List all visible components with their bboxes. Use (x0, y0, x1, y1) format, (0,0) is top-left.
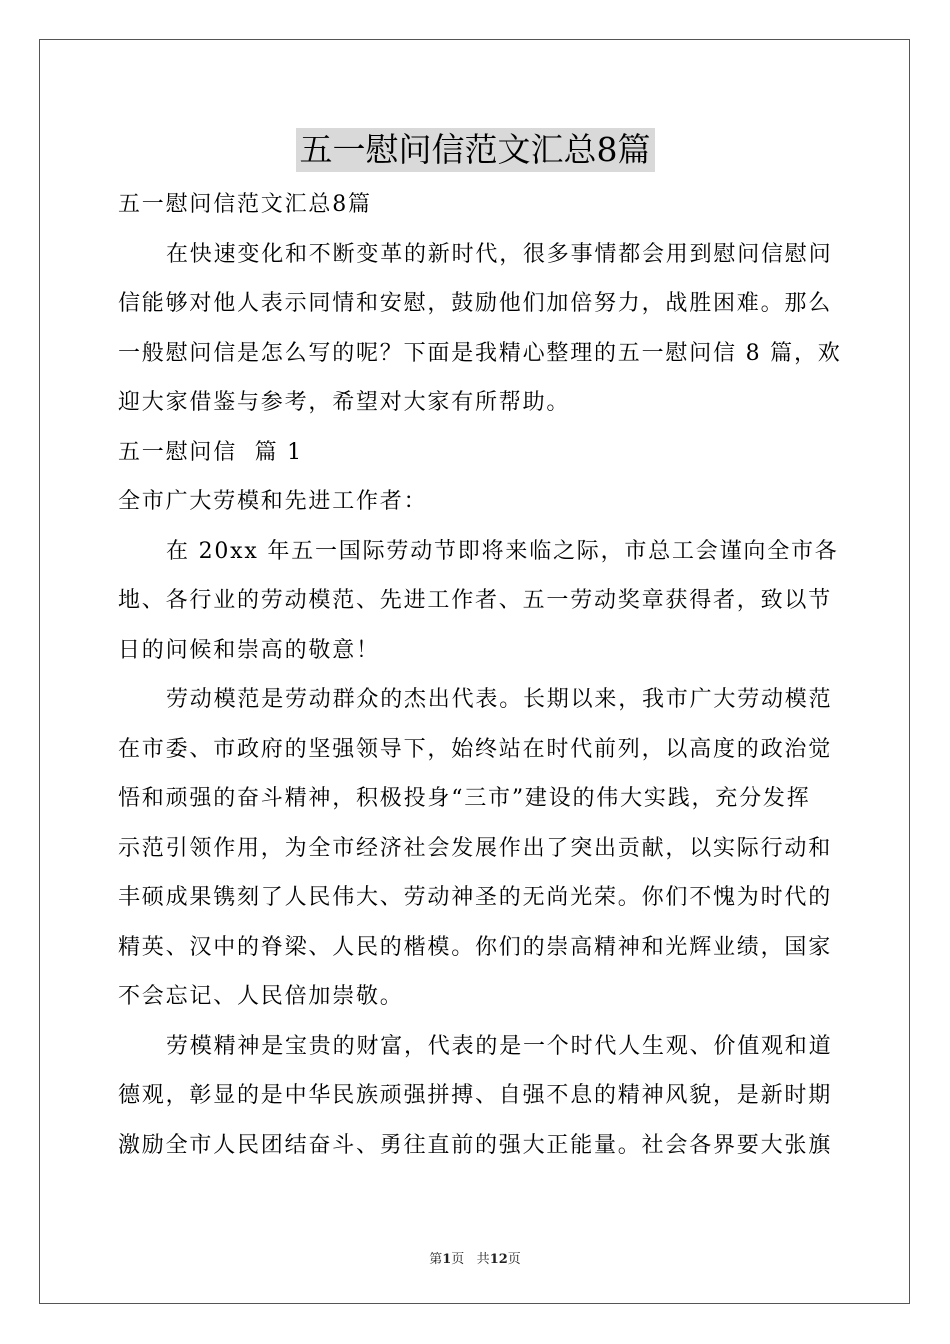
text-line: 在市委、市政府的坚强领导下，始终站在时代前列，以高度的政治觉 (118, 736, 833, 762)
document-body (118, 180, 842, 1170)
text-line: 劳动模范是劳动群众的杰出代表。长期以来，我市广大劳动模范 (166, 687, 833, 712)
text-line: 丰硕成果镌刻了人民伟大、劳动神圣的无尚光荣。你们不愧为时代的 (118, 885, 833, 910)
text-line: 不会忘记、人民倍加崇敬。 (118, 984, 404, 1009)
salutation: 全市广大劳模和先进工作者： (118, 489, 428, 514)
text-line: 在快速变化和不断变革的新时代，很多事情都会用到慰问信慰问 (166, 241, 833, 267)
text-line: 日的问候和崇高的敬意！ (118, 637, 380, 663)
text-line: 悟和顽强的奋斗精神，积极投身“三市”建设的伟大实践，充分发挥 (118, 786, 811, 811)
paragraph-1 (118, 527, 839, 676)
text-line: 德观，彰显的是中华民族顽强拼搏、自强不息的精神风貌，是新时期 (118, 1083, 833, 1108)
title-container (0, 128, 950, 172)
text-line: 地、各行业的劳动模范、先进工作者、五一劳动奖章获得者，致以节 (118, 588, 833, 613)
paragraph-3 (118, 1022, 836, 1171)
total-label-suffix: 页 (507, 1252, 521, 1267)
text-line: 劳模精神是宝贵的财富，代表的是一个时代人生观、价值观和道 (166, 1033, 833, 1059)
page-footer (0, 1248, 950, 1267)
page-number: 1 (442, 1252, 452, 1267)
text-line: 迎大家借鉴与参考，希望对大家有所帮助。 (118, 390, 571, 415)
text-line: 一般慰问信是怎么写的呢？下面是我精心整理的五一慰问信 8 篇，欢 (118, 340, 842, 366)
text-line: 示范引领作用，为全市经济社会发展作出了突出贡献，以实际行动和 (118, 835, 833, 861)
document-title: 五一慰问信范文汇总8篇 (296, 128, 655, 172)
text-line: 信能够对他人表示同情和安慰，鼓励他们加倍努力，战胜困难。那么 (118, 291, 833, 316)
text-line: 激励全市人民团结奋斗、勇往直前的强大正能量。社会各界要大张旗 (118, 1132, 833, 1158)
paragraph-2 (118, 675, 836, 1022)
page-label-suffix: 页 (451, 1252, 465, 1267)
total-pages: 12 (489, 1252, 508, 1267)
total-label-prefix: 共 (476, 1252, 490, 1267)
page-label-prefix: 第 (429, 1252, 443, 1267)
intro-paragraph (118, 230, 842, 428)
text-line: 在 20xx 年五一国际劳动节即将来临之际，市总工会谨向全市各 (166, 538, 839, 564)
text-line: 精英、汉中的脊梁、人民的楷模。你们的崇高精神和光辉业绩，国家 (118, 934, 833, 960)
section-heading: 五一慰问信 篇 1 (118, 439, 303, 465)
document-subtitle: 五一慰问信范文汇总8篇 (118, 192, 372, 217)
